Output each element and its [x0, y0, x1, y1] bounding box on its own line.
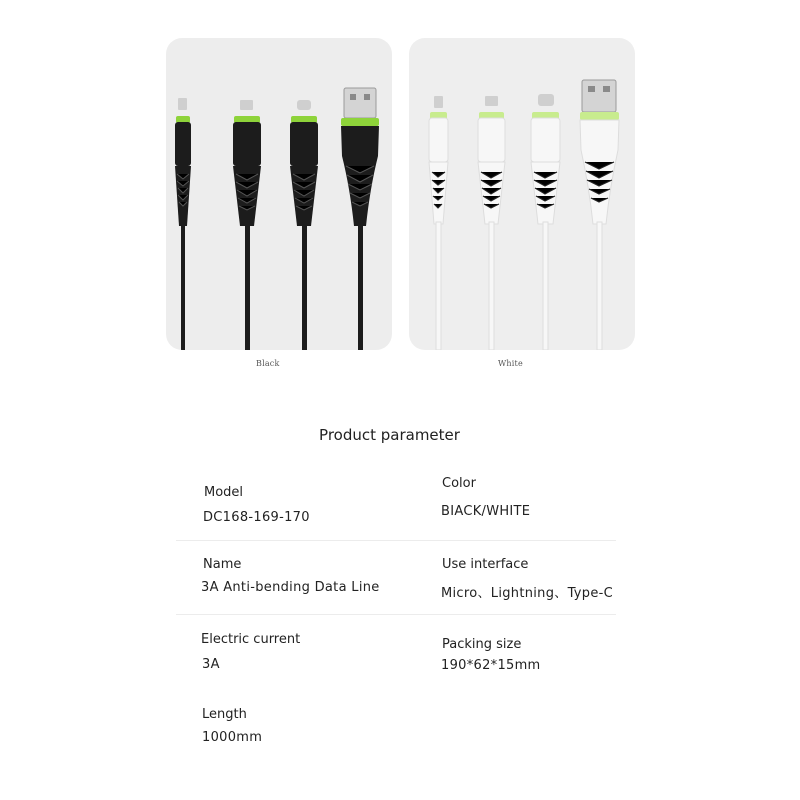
- white-micro-cable: [478, 96, 505, 350]
- packing-label: Packing size: [442, 637, 522, 652]
- interface-label: Use interface: [442, 557, 529, 572]
- white-caption: White: [498, 359, 523, 368]
- current-label: Electric current: [201, 632, 301, 647]
- black-lightning-cable: [175, 98, 191, 350]
- packing-value: 190*62*15mm: [441, 658, 541, 673]
- model-value: DC168-169-170: [203, 510, 310, 525]
- name-label: Name: [203, 557, 242, 572]
- white-cables-illustration: [409, 38, 635, 350]
- row-divider: [176, 614, 616, 615]
- row-divider: [176, 540, 616, 541]
- length-label: Length: [202, 707, 247, 722]
- color-label: Color: [442, 476, 476, 491]
- length-value: 1000mm: [202, 730, 263, 745]
- black-type-c-cable: [290, 100, 318, 350]
- black-caption: Black: [256, 359, 280, 368]
- white-usb-a-plug: [580, 80, 619, 350]
- current-value: 3A: [202, 657, 220, 672]
- white-lightning-cable: [429, 96, 448, 350]
- white-type-c-cable: [531, 94, 560, 350]
- black-cables-illustration: [166, 38, 392, 350]
- black-cables-photo: [166, 38, 392, 350]
- model-label: Model: [204, 485, 244, 500]
- section-title: Product parameter: [319, 426, 460, 444]
- black-usb-a-plug: [341, 88, 379, 350]
- interface-value: Micro、Lightning、Type-C: [441, 586, 614, 601]
- color-value: BIACK/WHITE: [441, 504, 531, 519]
- white-cables-photo: [409, 38, 635, 350]
- name-value: 3A Anti-bending Data Line: [201, 580, 380, 595]
- black-micro-cable: [233, 100, 261, 350]
